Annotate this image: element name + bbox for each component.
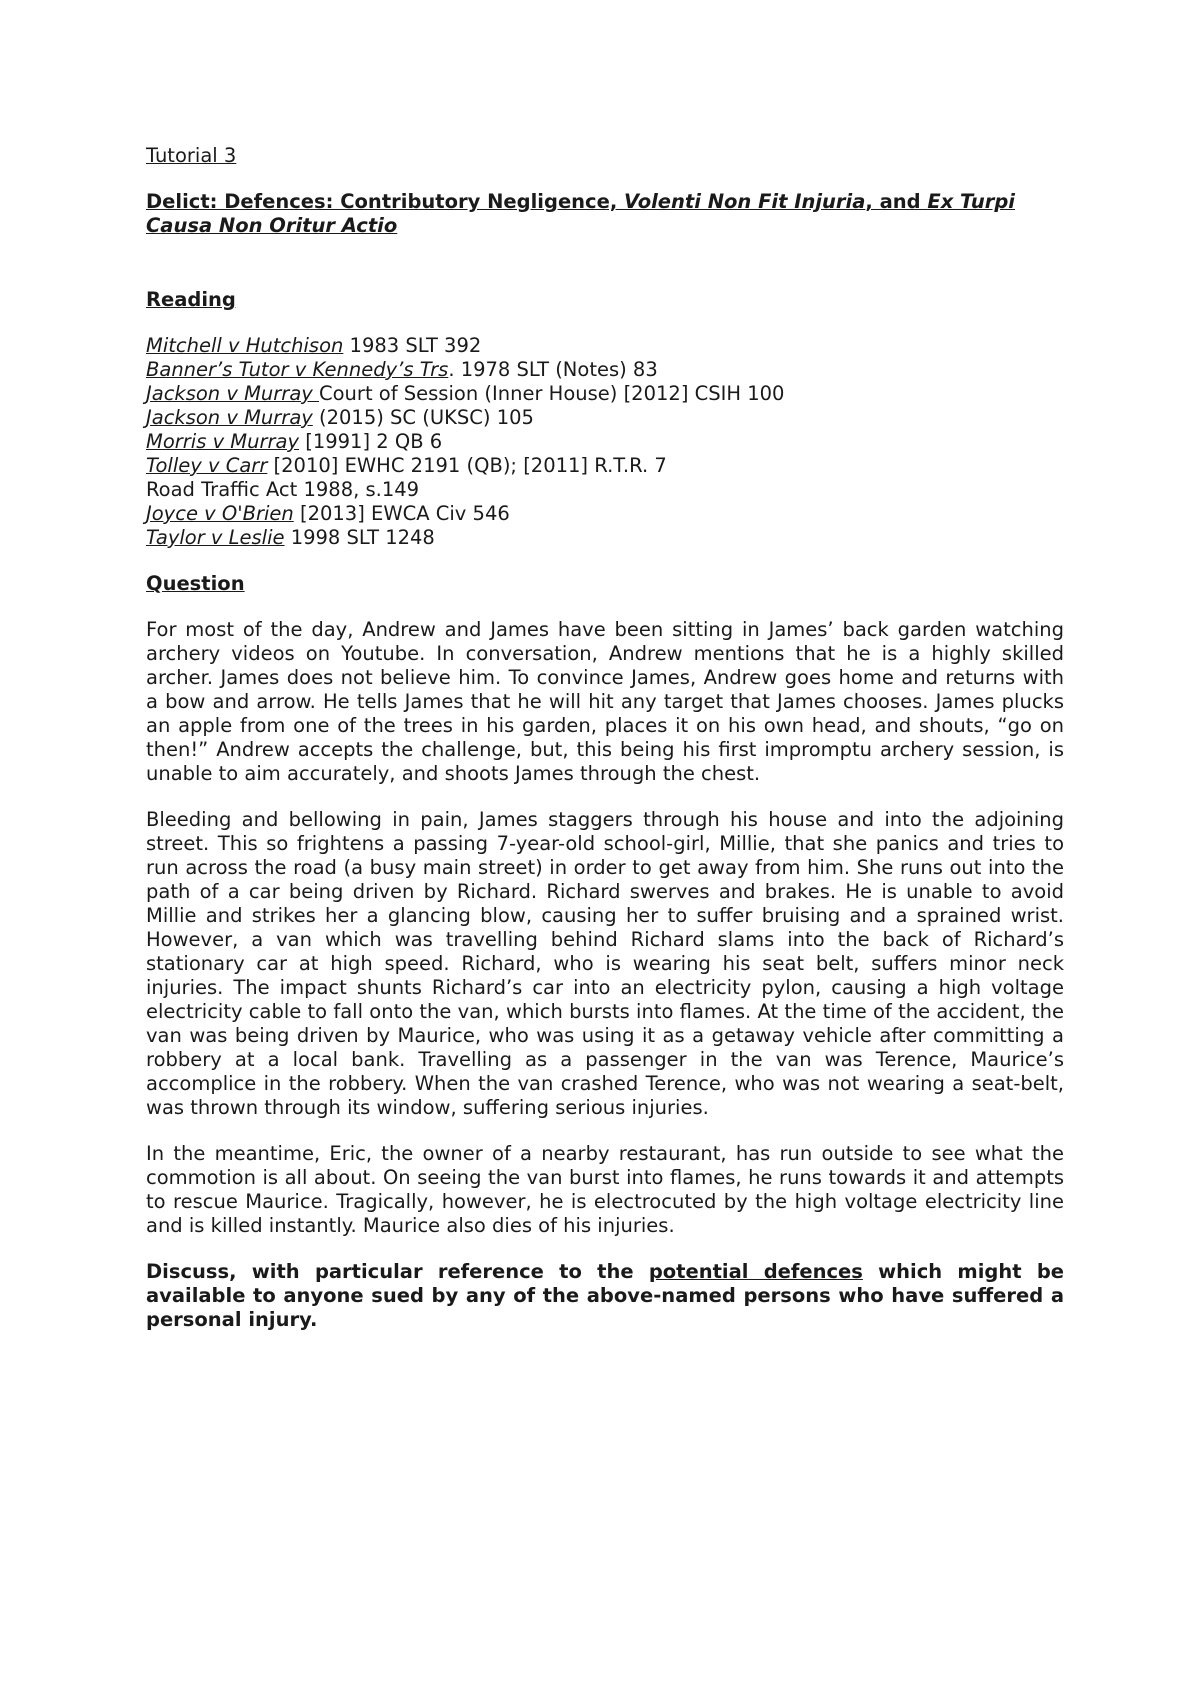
question-paragraph-2: Bleeding and bellowing in pain, James staggers through his house and into the adjoining street. This so frightens a passing 7-year-old school-girl, Millie, that she panics and tries to run across the road (a busy main street) in order to get away from him. She runs out into the path of a car being driven by Richard. Richard swerves and brakes. He is unable to avoid Millie and strikes her a glancing blow, causing her to suffer bruising and a sprained wrist. However, a van which was travelling behind Richard slams into the back of Richard’s stationary car at high speed. Richard, who is wearing his seat belt, suffers minor neck injuries. The impact shunts Richard’s car into an electricity pylon, causing a high voltage electricity cable to fall onto the van, which bursts into flames. At the time of the accident, the van was being driven by Maurice, who was using it as a getaway vehicle after committing a robbery at a local bank. Travelling as a passenger in the van was Terence, Maurice’s accomplice in the robbery. When the van crashed Terence, who was not wearing a seat-belt, was thrown through its window, suffering serious injuries. <box>146 808 1064 1119</box>
reading-item <box>146 358 1064 382</box>
question-heading: Question <box>146 572 245 595</box>
reading-heading: Reading <box>146 288 236 311</box>
reading-item <box>146 334 1064 358</box>
case-name: Tolley v Carr <box>146 454 268 477</box>
reading-item <box>146 454 1064 478</box>
case-citation: Court of Session (Inner House) [2012] CSIH 100 <box>319 382 785 405</box>
case-citation: (2015) SC (UKSC) 105 <box>312 406 534 429</box>
case-citation: 1998 SLT 1248 <box>284 526 435 549</box>
reading-item <box>146 478 1064 502</box>
case-name: Banner’s Tutor v Kennedy’s Trs <box>146 358 449 381</box>
discuss-part-2: which might be available to anyone sued by any of the above-named persons who have suffered a personal injury. <box>146 1260 1065 1331</box>
title-ex-turpi: Ex Turpi Causa Non Oritur Actio <box>146 190 1015 237</box>
case-name: Jackson v Murray <box>146 382 320 405</box>
case-name: Jackson v Murray <box>146 406 313 429</box>
reading-list <box>146 334 1064 550</box>
reading-item <box>146 526 1064 550</box>
case-citation: . 1978 SLT (Notes) 83 <box>448 358 658 381</box>
document-page <box>146 144 1064 1332</box>
discuss-instruction <box>146 1260 1064 1332</box>
case-citation: [2013] EWCA Civ 546 <box>293 502 510 525</box>
case-name: Morris v Murray <box>146 430 300 453</box>
reading-item <box>146 406 1064 430</box>
case-name: Mitchell v Hutchison <box>146 334 344 357</box>
case-citation: [2010] EWHC 2191 (QB); [2011] R.T.R. 7 <box>267 454 667 477</box>
case-name: Joyce v O'Brien <box>146 502 294 525</box>
statute-citation: Road Traffic Act 1988, s.149 <box>146 478 420 501</box>
discuss-underlined: potential defences <box>648 1260 863 1283</box>
case-citation: 1983 SLT 392 <box>343 334 482 357</box>
reading-item <box>146 382 1064 406</box>
document-title <box>146 190 1064 238</box>
tutorial-title: Tutorial 3 <box>146 144 237 167</box>
reading-item <box>146 430 1064 454</box>
question-paragraph-3: In the meantime, Eric, the owner of a nearby restaurant, has run outside to see what the commotion is all about. On seeing the van burst into flames, he runs towards it and attempts to rescue Maurice. Tragically, however, he is electrocuted by the high voltage electricity line and is killed instantly. Maurice also dies of his injuries. <box>146 1142 1064 1237</box>
case-name: Taylor v Leslie <box>146 526 285 549</box>
discuss-part-1: Discuss, with particular reference to the <box>146 1260 649 1283</box>
title-volenti: Volenti Non Fit Injuria <box>624 190 866 213</box>
case-citation: [1991] 2 QB 6 <box>299 430 443 453</box>
title-part-2: , and <box>865 190 928 213</box>
title-part-1: Delict: Defences: Contributory Negligence, <box>146 190 625 213</box>
reading-item <box>146 502 1064 526</box>
question-paragraph-1: For most of the day, Andrew and James have been sitting in James’ back garden watching archery videos on Youtube. In conversation, Andrew mentions that he is a highly skilled archer. James does not believe him. To convince James, Andrew goes home and returns with a bow and arrow. He tells James that he will hit any target that James chooses. James plucks an apple from one of the trees in his garden, places it on his own head, and shouts, “go on then!” Andrew accepts the challenge, but, this being his first impromptu archery session, is unable to aim accurately, and shoots James through the chest. <box>146 618 1064 785</box>
